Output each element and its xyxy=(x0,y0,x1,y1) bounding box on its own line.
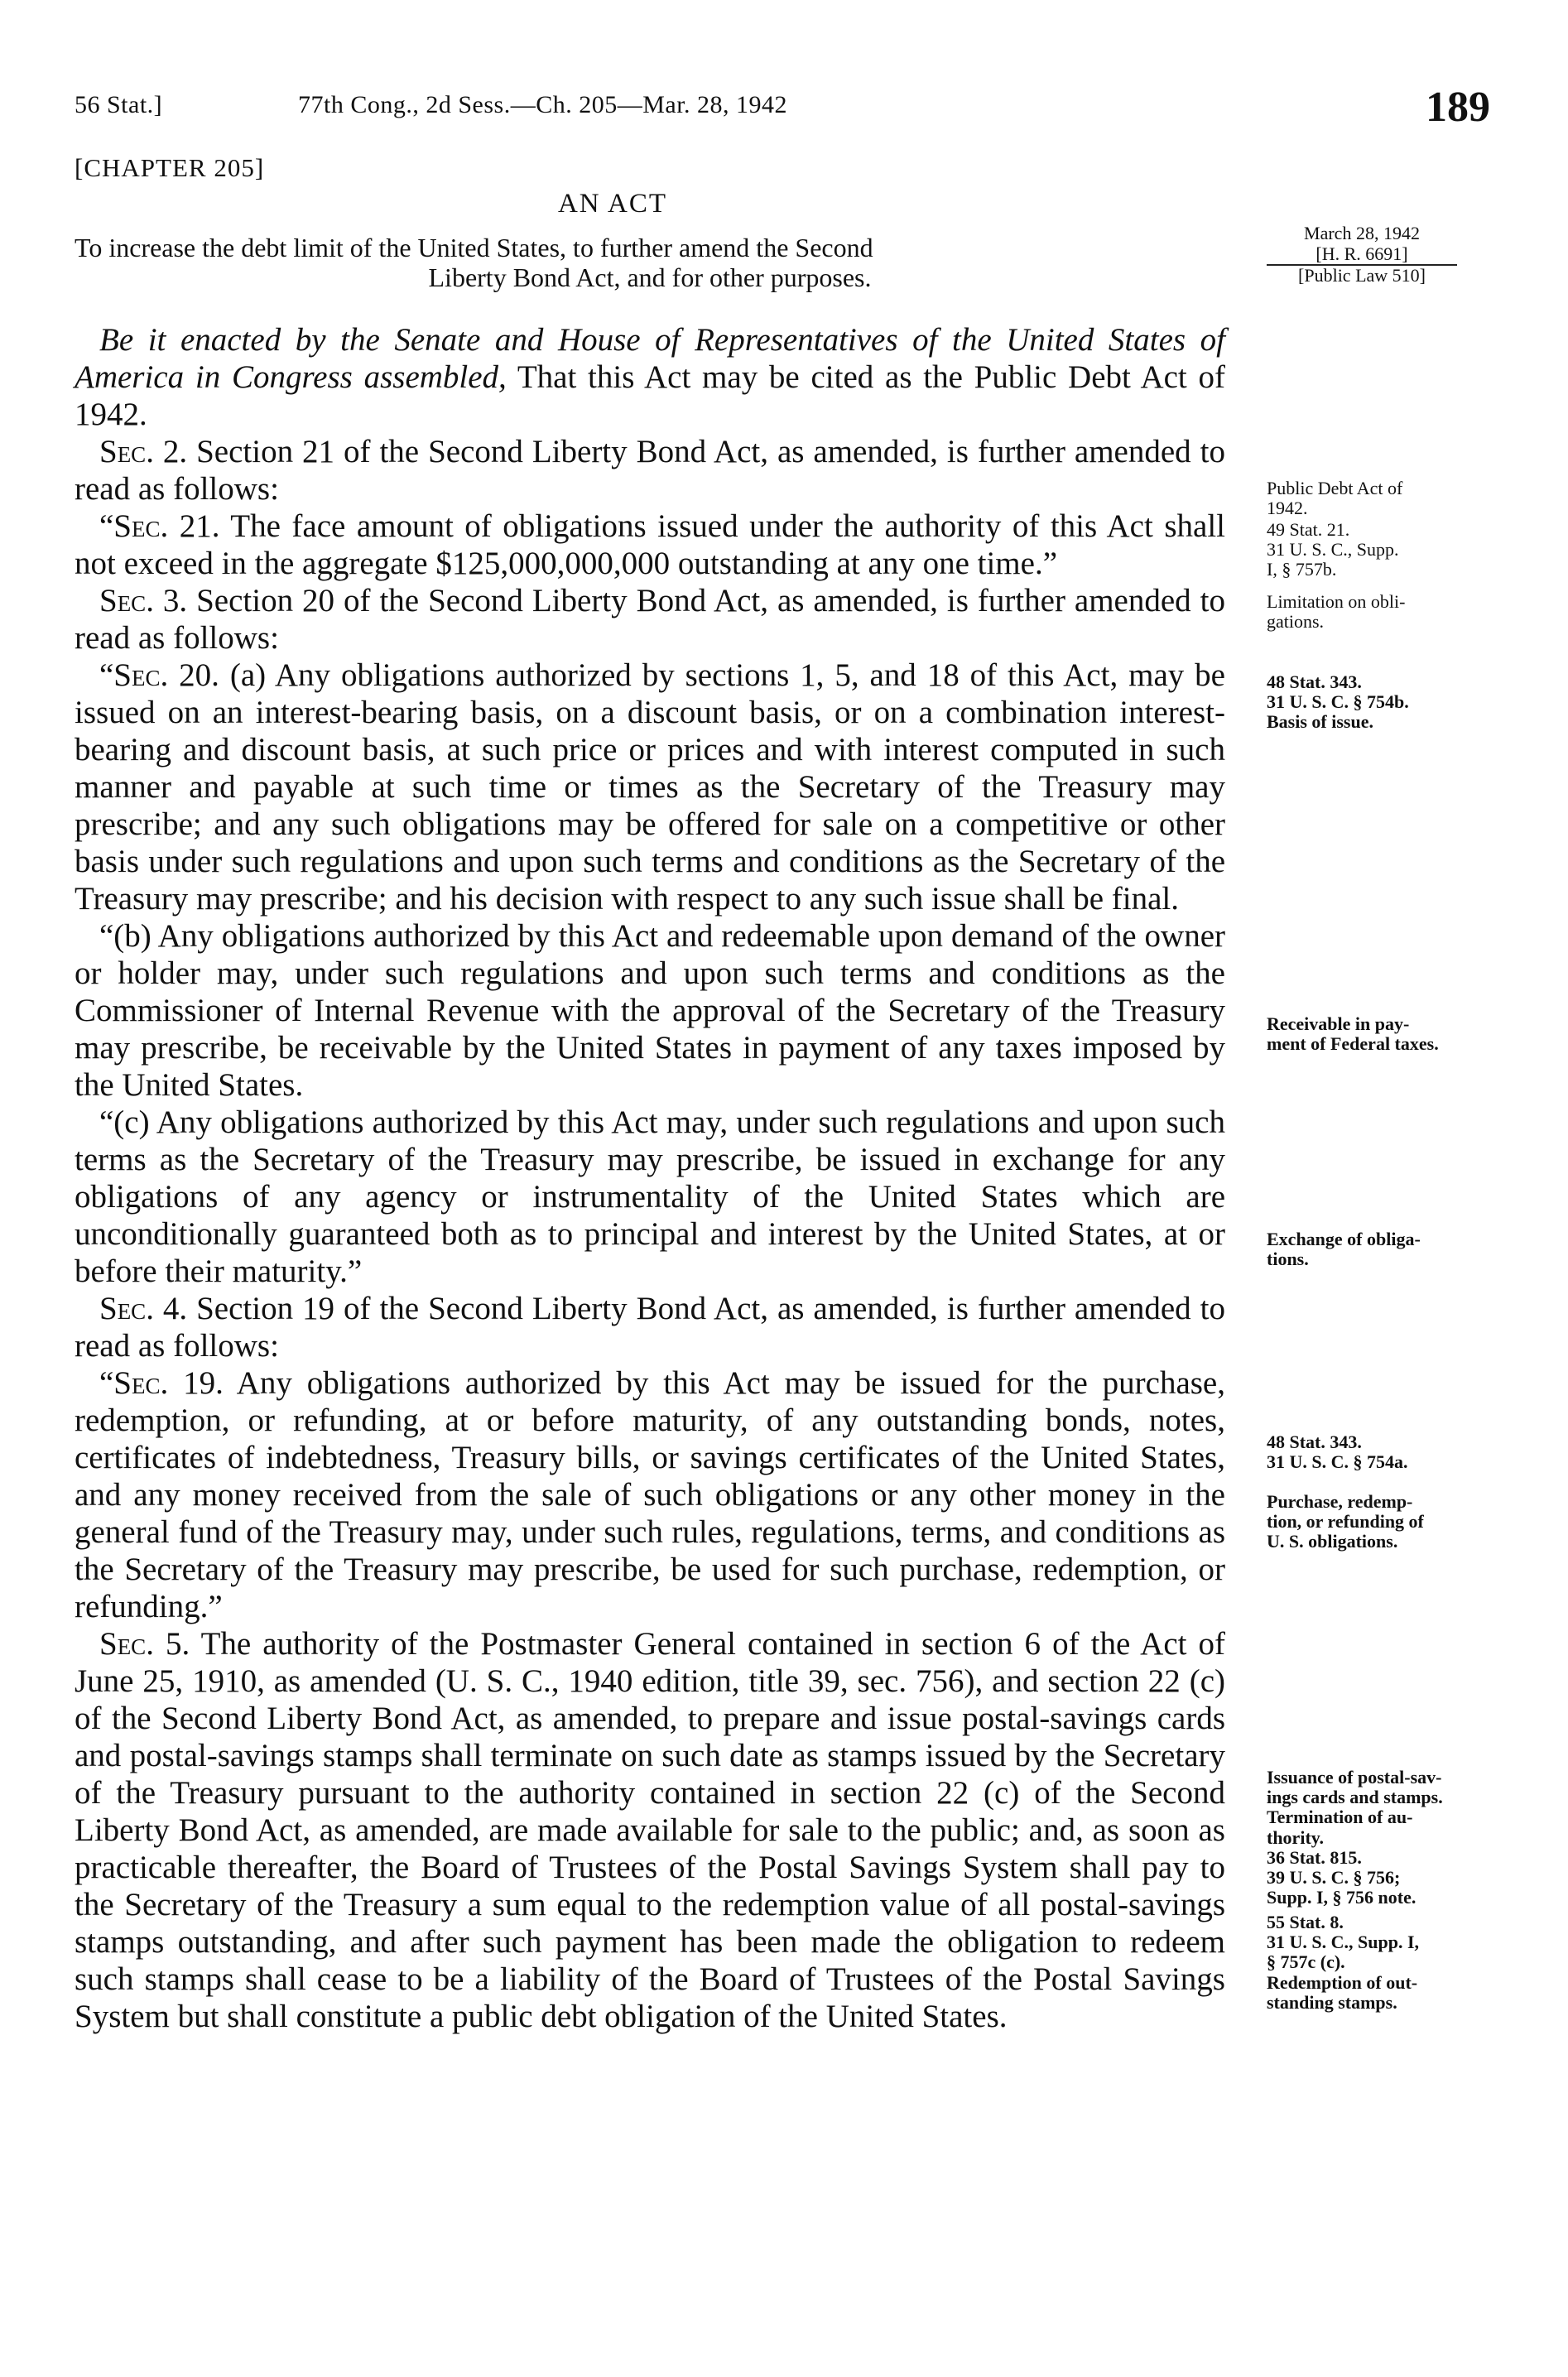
margin-note xyxy=(1267,1768,1507,1908)
body-paragraph xyxy=(75,321,1225,433)
section-heading: Sec. 4. xyxy=(99,1291,188,1326)
margin-note-line: thority. xyxy=(1267,1826,1325,1848)
margin-note-line: tions. xyxy=(1267,1249,1309,1270)
margin-note-line: 49 Stat. 21. xyxy=(1267,519,1350,540)
margin-note-line: 55 Stat. 8. xyxy=(1267,1912,1344,1932)
body-paragraph xyxy=(75,433,1225,508)
margin-note xyxy=(1267,1014,1507,1054)
page-number: 189 xyxy=(1426,84,1490,131)
volume-label: 56 Stat.] xyxy=(75,91,163,118)
margin-note-line: Supp. I, § 756 note. xyxy=(1267,1887,1416,1908)
margin-note-line: 36 Stat. 815. xyxy=(1267,1846,1362,1868)
chapter-label: [CHAPTER 205] xyxy=(75,153,265,182)
margin-note-line: 1942. xyxy=(1267,498,1308,519)
section-heading: Sec. 5. xyxy=(99,1626,190,1662)
purpose-line-2: Liberty Bond Act, and for other purposes. xyxy=(428,262,872,292)
paragraph-text: The authority of the Postmaster General contained in section 6 of the Act of June 25, 1910, as amended (U. S. C., 1940 edition, title 39, sec. 756), and section 22 (c) of the Second Liberty Bond Act, as amended, to prepare and issue postal-savings cards and postal-savings stamps shall terminate on such date as stamps issued by the Secretary of the Treasury pursuant to the authority contained in section 22 (c) of the Second Liberty Bond Act, as amended, are made available for sale to the public; and, as soon as practicable thereafter, the Board of Trustees of the Postal Savings System shall pay to the Secretary of the Treasury a sum equal to the redemption value of all postal-savings stamps outstanding, and after such payment has been made the obligation to redeem such stamps shall cease to be a liability of the Board of Trustees of the Postal Savings System but shall constitute a public debt obligation of the United States. xyxy=(75,1626,1226,2034)
section-heading: “Sec. 21. xyxy=(99,508,220,544)
margin-note xyxy=(1267,1913,1507,2013)
act-purpose xyxy=(75,233,1225,293)
act-body xyxy=(75,321,1225,2035)
running-header xyxy=(75,84,1490,141)
paragraph-text: Section 20 of the Second Liberty Bond Act, as amended, is further amended to read as follows: xyxy=(75,583,1225,656)
paragraph-text: That this Act may be cited as the Public Debt Act of 1942. xyxy=(75,359,1225,432)
body-paragraph xyxy=(75,508,1225,582)
body-paragraph xyxy=(75,917,1225,1104)
section-heading: “Sec. 20. xyxy=(99,657,219,693)
body-paragraph xyxy=(75,1364,1225,1625)
section-heading: Sec. 3. xyxy=(99,583,188,618)
paragraph-text: Any obligations authorized by this Act may be issued for the purchase, redemption, or refunding, at or before maturity, of any outstanding bonds, notes, certificates of indebtedness, Treasury bills, or savings certificates of the United States, and any money received from the sale of such obligations or any other money in the general fund of the Treasury may, under such rules, regulations, terms, and conditions as the Secretary of the Treasury may prescribe, be used for such purchase, redemption, or refunding.” xyxy=(75,1365,1225,1624)
margin-note xyxy=(1267,1229,1507,1269)
margin-note xyxy=(1267,712,1507,732)
body-paragraph xyxy=(75,582,1225,657)
margin-note-line: Redemption of out- xyxy=(1267,1971,1418,1993)
margin-note-line: standing stamps. xyxy=(1267,1991,1397,2013)
paragraph-text: Section 19 of the Second Liberty Bond Act, as amended, is further amended to read as follows: xyxy=(75,1291,1225,1364)
enactment-date: March 28, 1942 xyxy=(1304,223,1420,243)
section-heading: Sec. 2. xyxy=(99,434,188,469)
margin-note xyxy=(1267,479,1507,518)
section-heading: “Sec. 19. xyxy=(99,1365,224,1401)
margin-note-line: Public Debt Act of xyxy=(1267,478,1403,498)
body-paragraph xyxy=(75,1625,1225,2035)
purpose-line-1: To increase the debt limit of the United States, to further amend the Second xyxy=(75,233,873,262)
margin-note-line: 39 U. S. C. § 756; xyxy=(1267,1866,1401,1888)
paragraph-text: The face amount of obligations issued under the authority of this Act shall not exceed in the aggregate $125,000,000,000 outstanding at any one time.” xyxy=(75,508,1225,581)
margin-note-line: 31 U. S. C., Supp. xyxy=(1267,539,1399,561)
body-paragraph xyxy=(75,1104,1225,1290)
margin-note-line: Exchange of obliga- xyxy=(1267,1229,1421,1249)
margin-note xyxy=(1267,1432,1507,1472)
margin-note-line: Purchase, redemp- xyxy=(1267,1491,1413,1512)
body-paragraph xyxy=(75,1290,1225,1364)
paragraph-text: Section 21 of the Second Liberty Bond Act, as amended, is further amended to read as follows: xyxy=(75,434,1225,507)
margin-note-line: tion, or refunding of xyxy=(1267,1511,1424,1533)
margin-note-line: Limitation on obli- xyxy=(1267,591,1406,612)
public-law-number: [Public Law 510] xyxy=(1298,265,1426,286)
act-title: AN ACT xyxy=(557,189,668,219)
session-label: 77th Cong., 2d Sess.—Ch. 205—Mar. 28, 1942 xyxy=(298,91,788,118)
enactment-sidebar xyxy=(1267,224,1457,286)
margin-note-line: ment of Federal taxes. xyxy=(1267,1033,1439,1055)
paragraph-text: “(b) Any obligations authorized by this Act and redeemable upon demand of the owner or holder may, under such regulations and upon such terms and conditions as the Commissioner of Internal Revenue with the approval of the Secretary of the Treasury may prescribe, be receivable by the United States in payment of any taxes imposed by the United States. xyxy=(75,918,1225,1103)
body-paragraph xyxy=(75,657,1225,917)
margin-note-line: § 757c (c). xyxy=(1267,1951,1345,1973)
margin-note-line: 31 U. S. C. § 754b. xyxy=(1267,691,1409,713)
margin-note-line: 31 U. S. C., Supp. I, xyxy=(1267,1932,1420,1953)
margin-note xyxy=(1267,672,1507,712)
margin-note-line: U. S. obligations. xyxy=(1267,1531,1398,1552)
margin-note-line: 48 Stat. 343. xyxy=(1267,671,1362,692)
margin-note-line: 31 U. S. C. § 754a. xyxy=(1267,1451,1408,1473)
margin-note-line: I, § 757b. xyxy=(1267,559,1337,580)
margin-note-line: Termination of au- xyxy=(1267,1807,1413,1828)
margin-note xyxy=(1267,592,1507,632)
margin-note-line: 48 Stat. 343. xyxy=(1267,1431,1362,1452)
margin-note xyxy=(1267,520,1507,580)
enacting-clause: Be it enacted by the Senate and House of Representatives of the United States of America in Congress assembled, xyxy=(75,322,1225,395)
margin-note-line: Basis of issue. xyxy=(1267,711,1373,732)
margin-note-line: ings cards and stamps. xyxy=(1267,1787,1443,1808)
paragraph-text: (a) Any obligations authorized by sections 1, 5, and 18 of this Act, may be issued on an interest-bearing basis, on a discount basis, or on a combination interest-bearing and discount basis, at such price or prices and with interest computed in such manner and payable at such time or times as the Secretary of the Treasury may prescribe; and any such obligations may be offered for sale on a competitive or other basis under such regulations and upon such terms and conditions as the Secretary of the Treasury may prescribe; and his decision with respect to any such issue shall be final. xyxy=(75,657,1225,917)
bill-number: [H. R. 6691] xyxy=(1315,243,1408,264)
margin-note-line: Receivable in pay- xyxy=(1267,1013,1410,1034)
margin-note-line: gations. xyxy=(1267,611,1325,633)
margin-note-line: Issuance of postal-sav- xyxy=(1267,1767,1442,1788)
margin-note xyxy=(1267,1492,1507,1552)
paragraph-text: “(c) Any obligations authorized by this Act may, under such regulations and upon such terms as the Secretary of the Treasury may prescribe, be issued in exchange for any obligations of any agency or instrumentality of the United States which are unconditionally guaranteed both as to principal and interest by the United States, at or before their maturity.” xyxy=(75,1104,1225,1289)
